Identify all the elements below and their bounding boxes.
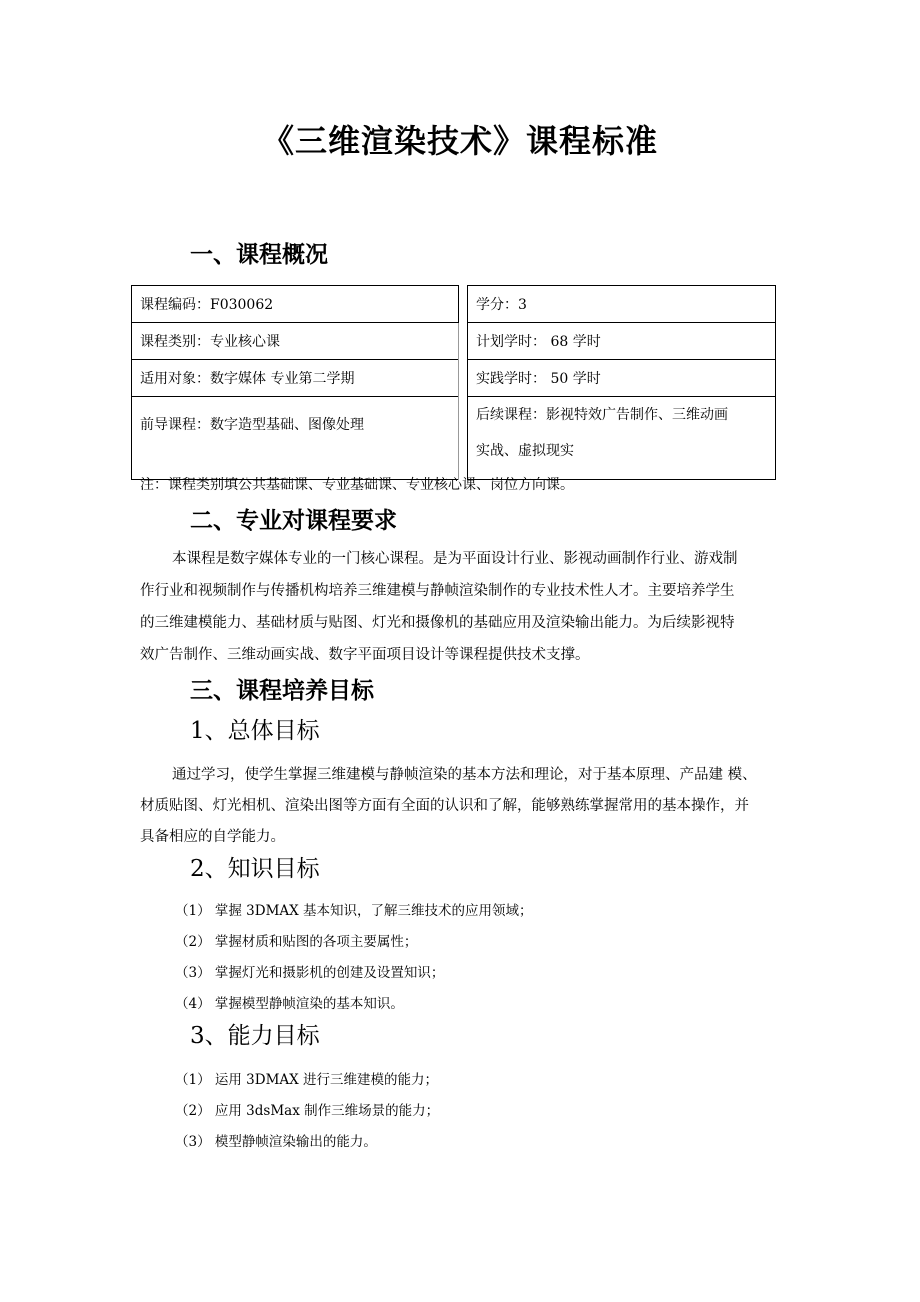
paragraph-line: 作行业和视频制作与传播机构培养三维建模与静帧渲染制作的专业技术性人才。主要培养学生 — [140, 583, 735, 599]
subheading-knowledge-goal: 2、知识目标 — [190, 856, 320, 882]
paragraph-line: 材质贴图、灯光相机、渲染出图等方面有全面的认识和了解，能够熟练掌握常用的基本操作，并 — [140, 798, 749, 814]
follow-up-line-1: 后续课程：影视特效广告制作、三维动画 — [476, 407, 728, 423]
paragraph-line: 通过学习，使学生掌握三维建模与静帧渲染的基本方法和理论，对于基本原理、产品建 模、 — [172, 767, 757, 783]
course-info-table — [131, 285, 776, 480]
follow-up-courses — [468, 397, 776, 480]
section-heading-requirements: 二、专业对课程要求 — [190, 508, 397, 534]
target-audience: 适用对象：数字媒体 专业第二学期 — [132, 360, 459, 397]
paragraph-line: 具备相应的自学能力。 — [140, 829, 285, 845]
paragraph-line: 本课程是数字媒体专业的一门核心课程。是为平面设计行业、影视动画制作行业、游戏制 — [172, 551, 738, 567]
subheading-ability-goal: 3、能力目标 — [190, 1023, 320, 1049]
list-item: （1） 掌握 3DMAX 基本知识，了解三维技术的应用领域； — [175, 903, 533, 919]
list-item: （2） 掌握材质和贴图的各项主要属性； — [175, 934, 418, 950]
section-heading-goals: 三、课程培养目标 — [190, 678, 374, 704]
course-type: 课程类别：专业核心课 — [132, 323, 459, 360]
credits: 学分：3 — [468, 286, 776, 323]
list-item: （1） 运用 3DMAX 进行三维建模的能力； — [175, 1072, 439, 1088]
subheading-overall-goal: 1、总体目标 — [190, 718, 320, 744]
practice-hours: 实践学时： 50 学时 — [468, 360, 776, 397]
planned-hours: 计划学时： 68 学时 — [468, 323, 776, 360]
list-item: （3） 模型静帧渲染输出的能力。 — [175, 1134, 377, 1150]
course-code: 课程编码：F030062 — [132, 286, 459, 323]
list-item: （3） 掌握灯光和摄影机的创建及设置知识； — [175, 965, 445, 981]
list-item: （4） 掌握模型静帧渲染的基本知识。 — [175, 996, 404, 1012]
follow-up-line-2: 实战、虚拟现实 — [476, 443, 574, 459]
table-note: 注：课程类别填公共基础课、专业基础课、专业核心课、岗位方向课。 — [140, 477, 574, 493]
section-heading-overview: 一、课程概况 — [190, 242, 328, 268]
paragraph-line: 的三维建模能力、基础材质与贴图、灯光和摄像机的基础应用及渲染输出能力。为后续影视特 — [140, 615, 735, 631]
list-item: （2） 应用 3dsMax 制作三维场景的能力； — [175, 1103, 440, 1119]
prerequisite-courses: 前导课程：数字造型基础、图像处理 — [132, 397, 459, 480]
document-title: 《三维渲染技术》课程标准 — [261, 122, 658, 160]
paragraph-line: 效广告制作、三维动画实战、数字平面项目设计等课程提供技术支撑。 — [140, 647, 590, 663]
